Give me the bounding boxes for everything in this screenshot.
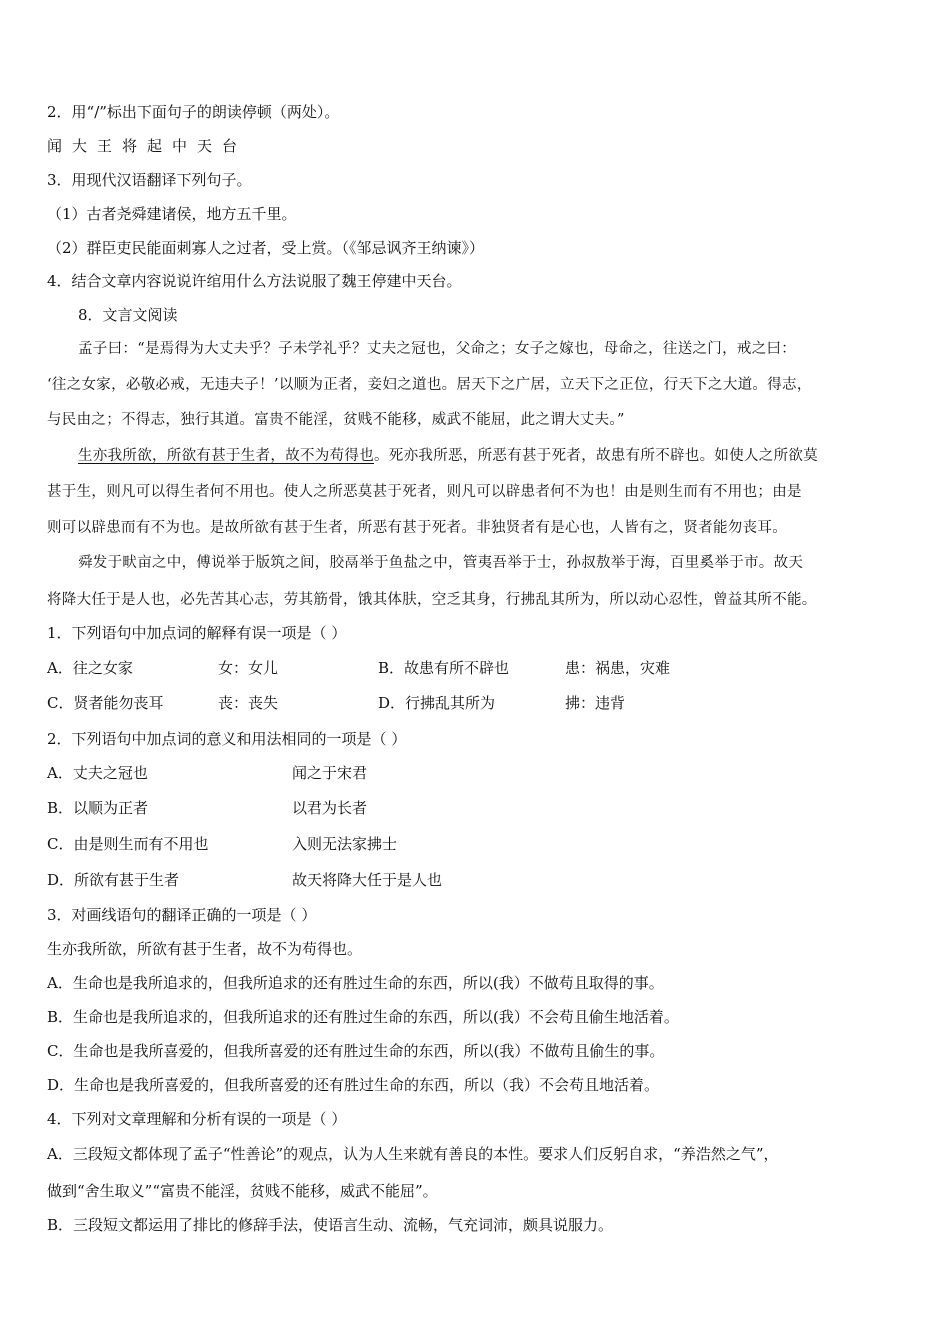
- q-prev-2-sentence: 闻大王将起中天台: [47, 137, 248, 155]
- passage-3-line-2: 将降大任于是人也，必先苦其心志，劳其筋骨，饿其体肤，空乏其身，行拂乱其所为，所以动心忍性，曾益其所不能。: [47, 592, 817, 608]
- q3-option-c: C．生命也是我所喜爱的，但我所喜爱的还有胜过生命的东西，所以(我）不做苟且偷生的事。: [47, 1042, 665, 1060]
- underlined-sentence: 生亦我所欲，所欲有甚于生者，故不为苟得也: [78, 448, 374, 464]
- passage-2-line-1: [78, 446, 818, 466]
- q2-option-a: A．丈夫之冠也: [47, 764, 148, 782]
- question-2-stem: 2．下列语句中加点词的意义和用法相同的一项是（ ）: [47, 730, 407, 748]
- q-prev-2: 2．用“/”标出下面句子的朗读停顿（两处）。: [47, 103, 340, 121]
- q2-option-d-compare: 故天将降大任于是人也: [292, 871, 443, 889]
- passage-2-line-3: 则可以辟患而有不为也。是故所欲有甚于生者，所恶有甚于死者。非独贤者有是心也，人皆有之，贤者能勿丧耳。: [47, 520, 787, 536]
- q4-option-a-line-1: A．三段短文都体现了孟子“性善论”的观点，认为人生来就有善良的本性。要求人们反躬自求，“养浩然之气”，: [47, 1145, 779, 1163]
- question-3-stem: 3．对画线语句的翻译正确的一项是（ ）: [47, 906, 317, 924]
- q-prev-4: 4．结合文章内容说说许绾用什么方法说服了魏王停建中天台。: [47, 272, 462, 290]
- question-1-stem: 1．下列语句中加点词的解释有误一项是（ ）: [47, 624, 347, 642]
- passage-3-line-1: 舜发于畎亩之中，傅说举于版筑之间，胶鬲举于鱼盐之中，管夷吾举于士，孙叔敖举于海，百里奚举于市。故天: [78, 555, 804, 571]
- q1-option-b: B．故患有所不辟也: [378, 659, 510, 677]
- q3-option-d: D．生命也是我所喜爱的，但我所喜爱的还有胜过生命的东西，所以（我）不会苟且地活着。: [47, 1076, 660, 1094]
- q2-option-c-compare: 入则无法家拂士: [292, 835, 398, 853]
- passage-2-line-2: 甚于生，则凡可以得生者何不用也。使人之所恶莫甚于死者，则凡可以辟患者何不为也！由是则生而有不用也；由是: [47, 484, 802, 500]
- question-4-stem: 4．下列对文章理解和分析有误的一项是（ ）: [47, 1110, 347, 1128]
- q1-option-b-explanation: 患：祸患，灾难: [565, 659, 671, 677]
- q2-option-b-compare: 以君为长者: [292, 799, 368, 817]
- passage-1-line-1: 孟子曰：“是焉得为大丈夫乎？子未学礼乎？丈夫之冠也，父命之；女子之嫁也，母命之，往送之门，戒之曰：: [78, 341, 797, 357]
- q2-option-b: B．以顺为正者: [47, 799, 149, 817]
- passage-2-line-1-rest: 。死亦我所恶，所恶有甚于死者，故患有所不辟也。如使人之所欲莫: [374, 448, 818, 464]
- q2-option-a-compare: 闻之于宋君: [292, 764, 368, 782]
- q3-quote: 生亦我所欲，所欲有甚于生者，故不为苟得也。: [47, 940, 363, 958]
- q1-option-d: D．行拂乱其所为: [378, 694, 496, 712]
- q1-option-a-explanation: 女：女儿: [218, 659, 279, 677]
- q3-option-b: B．生命也是我所追求的，但我所追求的还有胜过生命的东西，所以(我）不会苟且偷生地活着。: [47, 1008, 679, 1026]
- q-prev-3-1: （1）古者尧舜建诸侯，地方五千里。: [47, 205, 297, 223]
- q1-option-d-explanation: 拂：违背: [565, 694, 626, 712]
- q1-option-c: C．贤者能勿丧耳: [47, 694, 164, 712]
- passage-1-line-3: 与民由之；不得志，独行其道。富贵不能淫，贫贱不能移，威武不能屈，此之谓大丈夫。”: [47, 412, 625, 428]
- q1-option-c-explanation: 丧：丧失: [218, 694, 279, 712]
- q1-option-a: A．往之女家: [47, 659, 133, 677]
- section-8-title: 8．文言文阅读: [78, 306, 178, 324]
- q-prev-3: 3．用现代汉语翻译下列句子。: [47, 171, 252, 189]
- passage-1-line-2: ‘往之女家，必敬必戒，无违夫子！’以顺为正者，妾妇之道也。居天下之广居，立天下之正位，行天下之大道。得志，: [47, 377, 812, 393]
- q-prev-3-2: （2）群臣吏民能面刺寡人之过者，受上赏。（《邹忌讽齐王纳谏》）: [47, 239, 485, 257]
- q3-option-a: A．生命也是我所追求的，但我所追求的还有胜过生命的东西，所以(我）不做苟且取得的事。: [47, 974, 664, 992]
- q2-option-d: D．所欲有甚于生者: [47, 871, 180, 889]
- q4-option-a-line-2: 做到“舍生取义”“富贵不能淫，贫贱不能移，威武不能屈”。: [47, 1182, 438, 1200]
- q4-option-b: B．三段短文都运用了排比的修辞手法，使语言生动、流畅，气充词沛，颇具说服力。: [47, 1216, 614, 1234]
- q2-option-c: C．由是则生而有不用也: [47, 835, 209, 853]
